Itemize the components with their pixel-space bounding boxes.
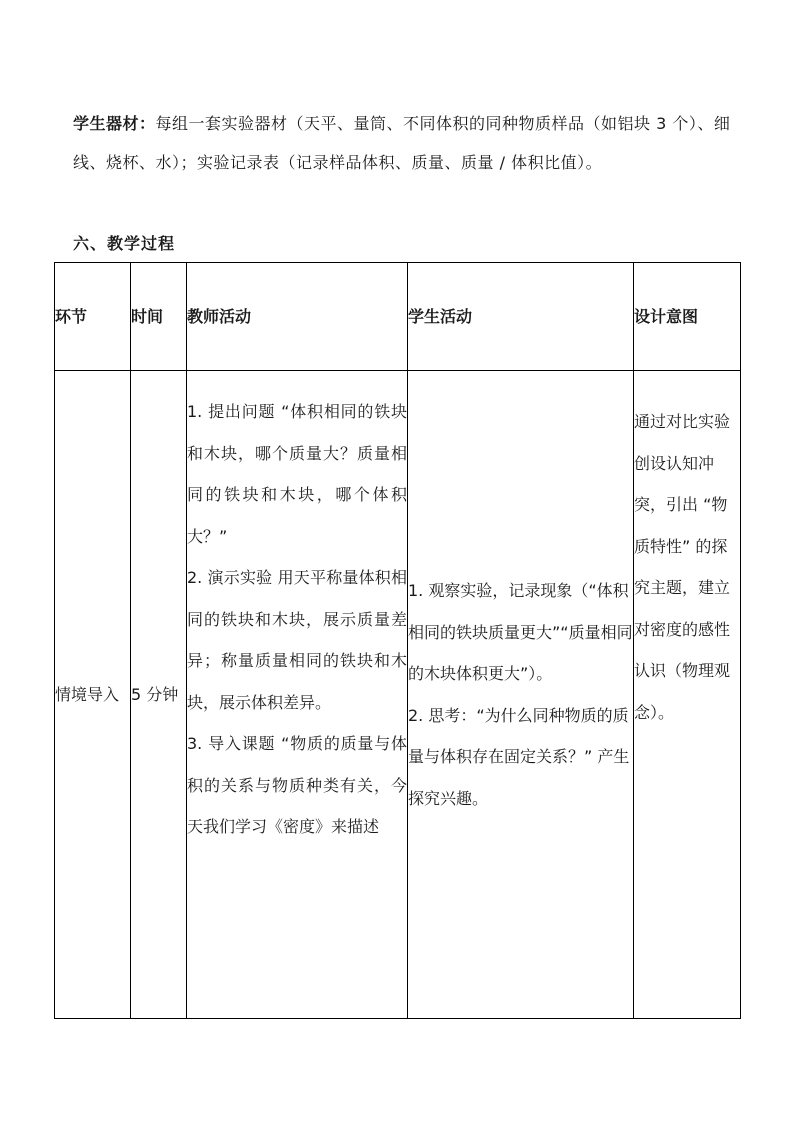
teacher-item-1: 1. 提出问题 “体积相同的铁块和木块，哪个质量大？质量相同的铁块和木块，哪个体积大？” [187, 402, 407, 546]
materials-paragraph [73, 104, 733, 182]
section-heading: 六、教学过程 [73, 234, 176, 253]
design-intent-text: 通过对比实验创设认知冲突，引出 “物质特性” 的探究主题，建立对密度的感性认识（物理观念）。 [634, 412, 731, 722]
teacher-item-3: 3. 导入课题 “物质的质量与体积的关系与物质种类有关，今天我们学习《密度》来描述 [187, 734, 407, 836]
table-header-row [55, 263, 741, 371]
design-intent-cell [634, 371, 741, 1019]
header-student: 学生活动 [408, 263, 634, 371]
time-cell: 5 分钟 [131, 371, 187, 1019]
table-row [55, 371, 741, 1019]
header-design: 设计意图 [634, 263, 741, 371]
materials-label: 学生器材： [73, 114, 156, 133]
header-time: 时间 [131, 263, 187, 371]
lesson-table [54, 262, 741, 1019]
header-stage: 环节 [55, 263, 131, 371]
student-item-2: 2. 思考：“为什么同种物质的质量与体积存在固定关系？” 产生探究兴趣。 [408, 705, 630, 808]
student-activity-cell [408, 371, 634, 1019]
materials-text: 每组一套实验器材（天平、量筒、不同体积的同种物质样品（如铝块 3 个）、细线、烧杯、水）；实验记录表（记录样品体积、质量、质量 / 体积比值）。 [73, 114, 731, 172]
teacher-item-2: 2. 演示实验 用天平称量体积相同的铁块和木块，展示质量差异；称量质量相同的铁块和木块，展示体积差异。 [187, 568, 407, 712]
teacher-activity-cell [187, 371, 408, 1019]
student-item-1: 1. 观察实验，记录现象（“体积相同的铁块质量更大”“质量相同的木块体积更大”）。 [408, 581, 633, 683]
stage-cell: 情境导入 [55, 371, 131, 1019]
header-teacher: 教师活动 [187, 263, 408, 371]
